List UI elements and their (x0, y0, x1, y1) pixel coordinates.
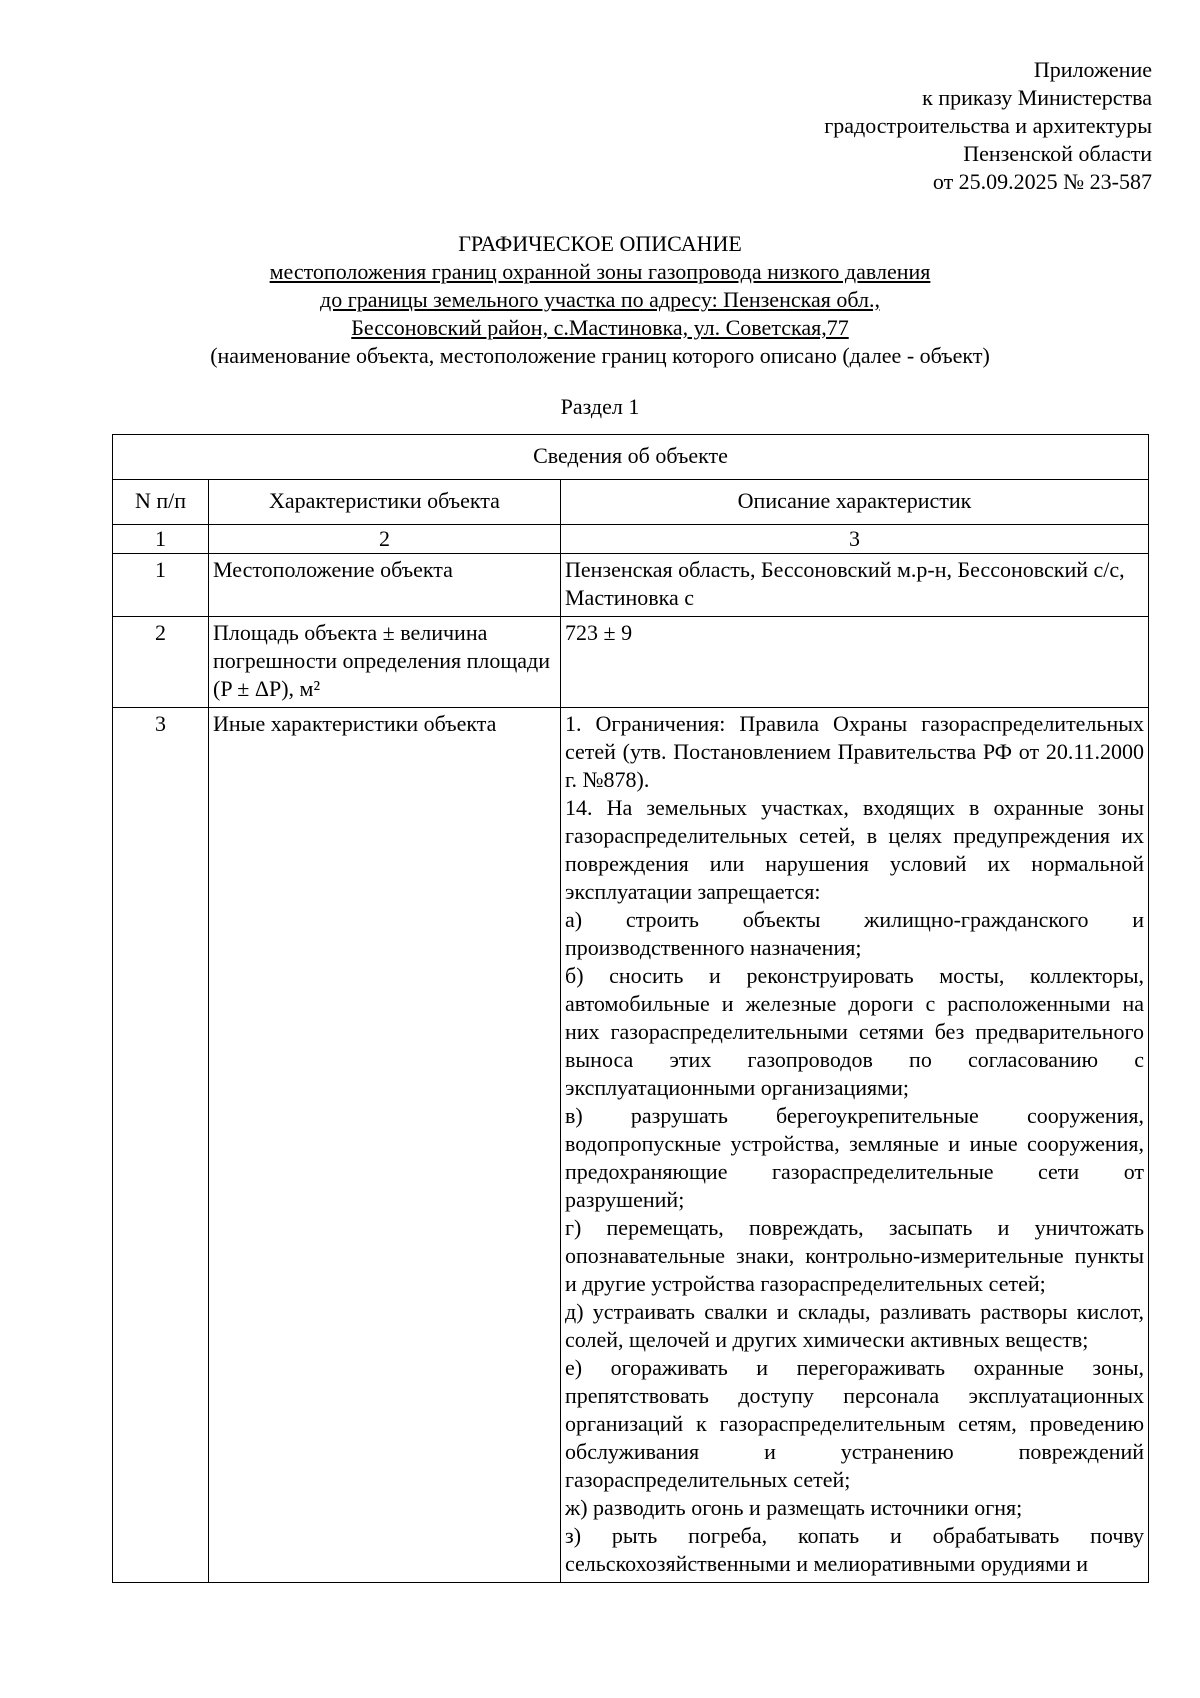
row-description: Пензенская область, Бессоновский м.р-н, Бессоновский с/с, Мастиновка с (561, 554, 1149, 617)
column-number: 1 (113, 525, 209, 554)
header-description: Описание характеристик (561, 480, 1149, 525)
table-header-row (113, 480, 1149, 525)
object-info-table (112, 434, 1149, 1583)
restriction-paragraph: д) устраивать свалки и склады, разливать растворы кислот, солей, щелочей и других химически активных веществ; (565, 1299, 1145, 1352)
restriction-paragraph: б) сносить и реконструировать мосты, коллекторы, автомобильные и железные дороги с расположенными на них газораспределительными сетями без предварительного выноса этих газопроводов по согласованию с эксплуатационными организациями; (565, 963, 1145, 1100)
object-name-line: до границы земельного участка по адресу: Пензенская обл., (320, 287, 880, 312)
row-number: 3 (113, 708, 209, 1583)
appendix-block (824, 56, 1152, 196)
header-number: N п/п (113, 480, 209, 525)
restriction-paragraph: е) огораживать и перегораживать охранные зоны, препятствовать доступу персонала эксплуатационных организаций к газораспределительным сетям, проведению обслуживания и устранению повреждений газораспределительных сетей; (565, 1355, 1145, 1492)
row-characteristic: Местоположение объекта (209, 554, 561, 617)
row-number: 2 (113, 617, 209, 708)
restriction-paragraph: а) строить объекты жилищно-гражданского и производственного назначения; (565, 907, 1145, 960)
header-characteristic: Характеристики объекта (209, 480, 561, 525)
appendix-line: градостроительства и архитектуры (824, 113, 1152, 138)
table-row (113, 617, 1149, 708)
section-label: Раздел 1 (560, 394, 640, 419)
document-heading: ГРАФИЧЕСКОЕ ОПИСАНИЕ (458, 231, 742, 256)
restriction-paragraph: 14. На земельных участках, входящих в охранные зоны газораспределительных сетей, в целях предупреждения их повреждения или нарушения условий их нормальной эксплуатации запрещается: (565, 795, 1145, 904)
restriction-paragraph: з) рыть погреба, копать и обрабатывать почву сельскохозяйственными и мелиоративными орудиями и (565, 1523, 1145, 1576)
object-name-line: Бессоновский район, с.Мастиновка, ул. Советская,77 (351, 315, 849, 340)
row-characteristic: Площадь объекта ± величина погрешности определения площади (P ± ΔP), м² (209, 617, 561, 708)
table-row (113, 708, 1149, 1583)
appendix-line: к приказу Министерства (922, 85, 1152, 110)
table-caption-row (113, 435, 1149, 480)
restriction-paragraph: 1. Ограничения: Правила Охраны газораспределительных сетей (утв. Постановлением Правительства РФ от 20.11.2000 г. №878). (565, 711, 1145, 792)
appendix-line: Приложение (1033, 57, 1152, 82)
row-description (561, 708, 1149, 1583)
column-number: 2 (209, 525, 561, 554)
column-number: 3 (561, 525, 1149, 554)
row-characteristic: Иные характеристики объекта (209, 708, 561, 1583)
row-description: 723 ± 9 (561, 617, 1149, 708)
row-number: 1 (113, 554, 209, 617)
restriction-paragraph: в) разрушать берегоукрепительные сооружения, водопропускные устройства, земляные и иные сооружения, предохраняющие газораспределительные сети от разрушений; (565, 1103, 1145, 1212)
table-row (113, 554, 1149, 617)
table-column-number-row (113, 525, 1149, 554)
object-name-line: местоположения границ охранной зоны газопровода низкого давления (269, 259, 931, 284)
appendix-line: Пензенской области (963, 141, 1152, 166)
table-caption: Сведения об объекте (113, 435, 1149, 480)
restriction-paragraph: г) перемещать, повреждать, засыпать и уничтожать опознавательные знаки, контрольно-измерительные пункты и другие устройства газораспределительных сетей; (565, 1215, 1145, 1296)
object-name-note: (наименование объекта, местоположение границ которого описано (далее - объект) (210, 343, 990, 368)
appendix-date-number: от 25.09.2025 № 23-587 (932, 169, 1152, 194)
document-title-block (0, 230, 1200, 370)
restriction-paragraph: ж) разводить огонь и размещать источники огня; (565, 1495, 1023, 1520)
